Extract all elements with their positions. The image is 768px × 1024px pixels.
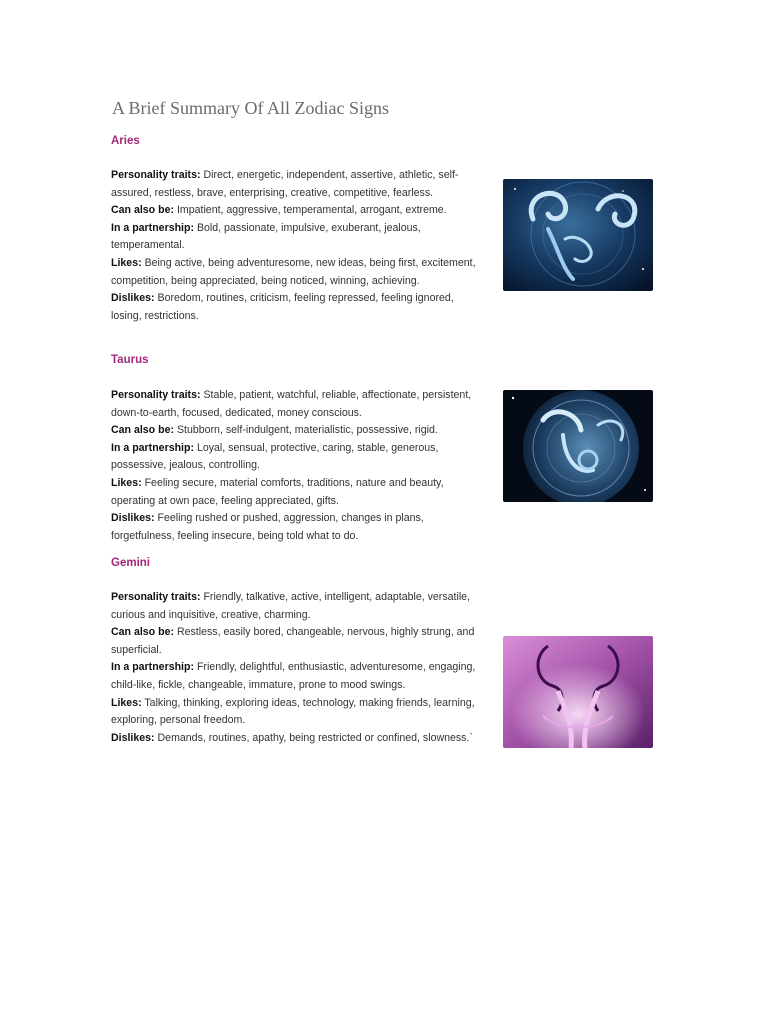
sign-heading-gemini: Gemini: [111, 557, 150, 569]
ram-zodiac-art-icon: [503, 179, 653, 291]
trait-line: In a partnership: Friendly, delightful, enthusiastic, adventuresome, engaging, child-like, fickle, changeable, immature, prone to mood swings.: [111, 661, 476, 691]
trait-line: In a partnership: Bold, passionate, impulsive, exuberant, jealous, temperamental.: [111, 221, 421, 252]
trait-line: Can also be: Restless, easily bored, changeable, nervous, highly strung, and superficial.: [111, 626, 475, 656]
twins-zodiac-art-icon: [503, 636, 653, 748]
trait-line: Can also be: Impatient, aggressive, temperamental, arrogant, extreme.: [111, 204, 447, 217]
sign-heading-taurus: Taurus: [111, 354, 149, 366]
trait-line: Can also be: Stubborn, self-indulgent, materialistic, possessive, rigid.: [111, 424, 438, 437]
page-title: A Brief Summary Of All Zodiac Signs: [112, 98, 389, 118]
trait-line: Likes: Feeling secure, material comforts, traditions, nature and beauty, operating at own pace, feeling appreciated, gifts.: [111, 476, 444, 507]
trait-line: Personality traits: Friendly, talkative, active, intelligent, adaptable, versatile, curious and inquisitive, creative, charming.: [111, 591, 471, 621]
trait-line: Personality traits: Stable, patient, watchful, reliable, affectionate, persistent, down-to-earth, focused, dedicated, money conscious.: [111, 389, 472, 419]
sign-details-taurus: [111, 387, 486, 545]
trait-line: Personality traits: Direct, energetic, independent, assertive, athletic, self-assured, restless, brave, enterprising, creative, competitive, fearless.: [111, 169, 459, 199]
trait-line: Dislikes: Boredom, routines, criticism, feeling repressed, feeling ignored, losing, restrictions.: [111, 292, 454, 322]
trait-line: In a partnership: Loyal, sensual, protective, caring, stable, generous, possessive, jealous, controlling.: [111, 441, 439, 472]
sign-heading-aries: Aries: [111, 135, 140, 147]
bull-zodiac-art-icon: [503, 390, 653, 502]
sign-details-gemini: [111, 589, 486, 747]
sign-details-aries: [111, 167, 486, 325]
trait-line: Dislikes: Feeling rushed or pushed, aggression, changes in plans, forgetfulness, feeling insecure, being told what to do.: [111, 512, 424, 542]
trait-line: Dislikes: Demands, routines, apathy, being restricted or confined, slowness.`: [111, 731, 473, 744]
trait-line: Likes: Talking, thinking, exploring ideas, technology, making friends, learning, exploring, personal freedom.: [111, 696, 475, 727]
trait-line: Likes: Being active, being adventuresome, new ideas, being first, excitement, competition, being appreciated, being noticed, winning, achieving.: [111, 256, 476, 287]
